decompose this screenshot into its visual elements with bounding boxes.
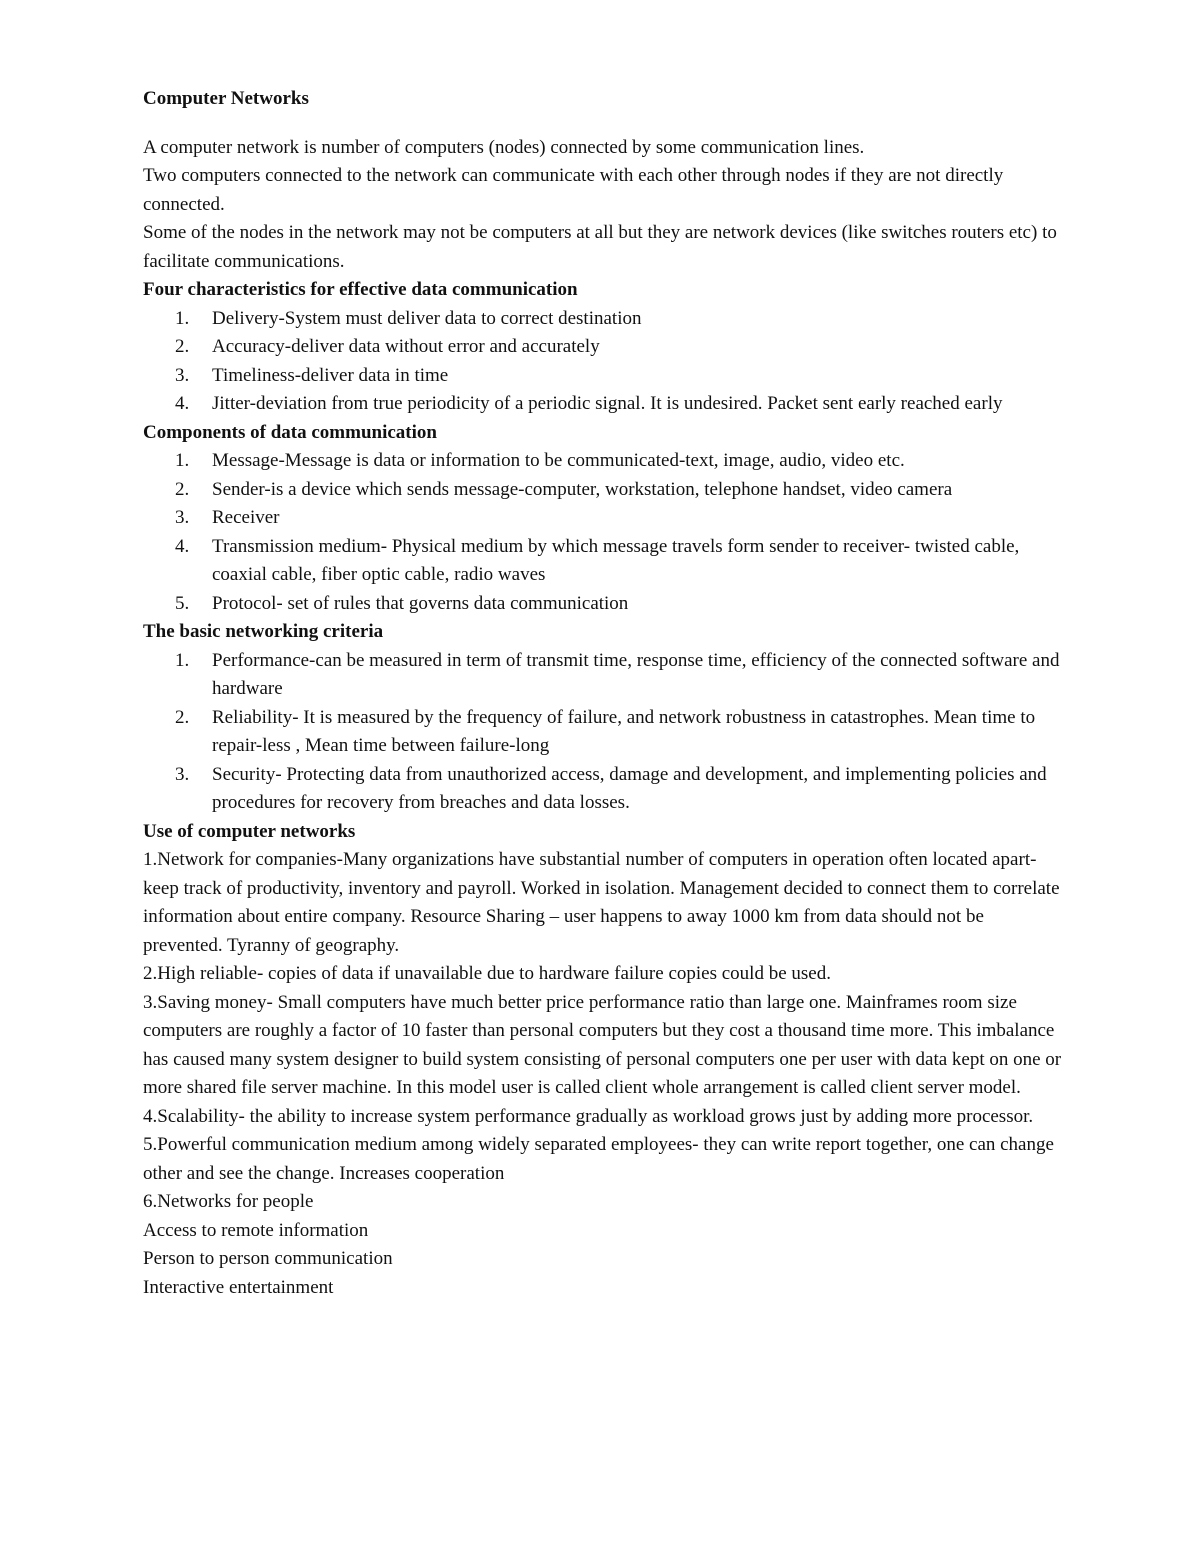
list-item-text: Receiver — [212, 507, 280, 528]
list-item-text: Security- Protecting data from unauthorized access, damage and development, and implementing policies and procedures for recovery from breaches and data losses. — [212, 763, 1047, 813]
list-number: 3. — [175, 763, 190, 785]
criteria-list — [143, 647, 1063, 818]
list-number: 4. — [175, 393, 190, 414]
intro-paragraph: Two computers connected to the network can communicate with each other through nodes if they are not directly connected. — [143, 165, 1004, 215]
list-number: 2. — [175, 478, 190, 500]
list-item-text: Timeliness-deliver data in time — [212, 364, 449, 386]
section-heading-uses: Use of computer networks — [143, 820, 356, 842]
uses-paragraph: 2.High reliable- copies of data if unavailable due to hardware failure copies could be used. — [143, 963, 831, 984]
list-number: 1. — [175, 307, 190, 329]
list-item — [143, 305, 1063, 334]
list-item — [143, 533, 1063, 590]
document-page — [143, 85, 1063, 1302]
list-number: 1. — [175, 649, 190, 671]
list-number: 4. — [175, 535, 190, 557]
components-list — [143, 447, 1063, 618]
list-item-text: Message-Message is data or information to be communicated-text, image, audio, video etc. — [212, 450, 905, 471]
section-heading-components: Components of data communication — [143, 421, 437, 443]
section-heading-characteristics: Four characteristics for effective data communication — [143, 279, 578, 300]
list-number: 1. — [175, 450, 190, 471]
list-number: 3. — [175, 507, 190, 528]
document-title: Computer Networks — [143, 88, 309, 109]
list-item — [143, 476, 1063, 505]
uses-line: Interactive entertainment — [143, 1276, 334, 1298]
section-heading-criteria: The basic networking criteria — [143, 621, 384, 642]
uses-line: Person to person communication — [143, 1248, 393, 1269]
uses-line: 6.Networks for people — [143, 1191, 314, 1212]
list-item-text: Transmission medium- Physical medium by which message travels form sender to receiver- twisted cable, coaxial cable, fiber optic cable, radio waves — [212, 535, 1020, 585]
uses-paragraph: 5.Powerful communication medium among widely separated employees- they can write report together, one can change other and see the change. Increases cooperation — [143, 1134, 1054, 1184]
intro-paragraph: Some of the nodes in the network may not be computers at all but they are network devices (like switches routers etc) to facilitate communications. — [143, 222, 1057, 272]
list-item-text: Jitter-deviation from true periodicity of a periodic signal. It is undesired. Packet sent early reached early — [212, 393, 1003, 414]
list-item — [143, 704, 1063, 761]
uses-paragraph: 1.Network for companies-Many organizations have substantial number of computers in operation often located apart-keep track of productivity, inventory and payroll. Worked in isolation. Management decided to connect them to correlate information about entire company. Resource Sharing – user happens to away 1000 km from data should not be prevented. Tyranny of geography. — [143, 849, 1060, 956]
list-item — [143, 504, 1063, 533]
list-item — [143, 333, 1063, 362]
list-item-text: Reliability- It is measured by the frequency of failure, and network robustness in catastrophes. Mean time to repair-less , Mean time between failure-long — [212, 706, 1036, 756]
list-item — [143, 390, 1063, 419]
list-item — [143, 647, 1063, 704]
list-item-text: Performance-can be measured in term of transmit time, response time, efficiency of the connected software and hardware — [212, 649, 1060, 699]
list-item-text: Protocol- set of rules that governs data communication — [212, 592, 629, 614]
list-item-text: Accuracy-deliver data without error and accurately — [212, 336, 600, 357]
list-number: 2. — [175, 706, 190, 728]
characteristics-list — [143, 305, 1063, 419]
intro-paragraph: A computer network is number of computers (nodes) connected by some communication lines. — [143, 136, 865, 158]
list-item-text: Delivery-System must deliver data to correct destination — [212, 307, 642, 329]
uses-paragraph: 4.Scalability- the ability to increase system performance gradually as workload grows just by adding more processor. — [143, 1105, 1034, 1127]
list-item — [143, 761, 1063, 818]
uses-paragraph: 3.Saving money- Small computers have much better price performance ratio than large one. Mainframes room size computers are roughly a factor of 10 faster than personal computers but they cost a thousand time more. This imbalance has caused many system designer to build system consisting of personal computers one per user with data kept on one or more shared file server machine. In this model user is called client whole arrangement is called client server model. — [143, 991, 1062, 1098]
list-number: 5. — [175, 592, 190, 614]
list-number: 3. — [175, 364, 190, 386]
list-item — [143, 362, 1063, 391]
uses-line: Access to remote information — [143, 1219, 369, 1241]
list-item — [143, 590, 1063, 619]
list-number: 2. — [175, 336, 190, 357]
list-item — [143, 447, 1063, 476]
list-item-text: Sender-is a device which sends message-computer, workstation, telephone handset, video camera — [212, 478, 953, 500]
